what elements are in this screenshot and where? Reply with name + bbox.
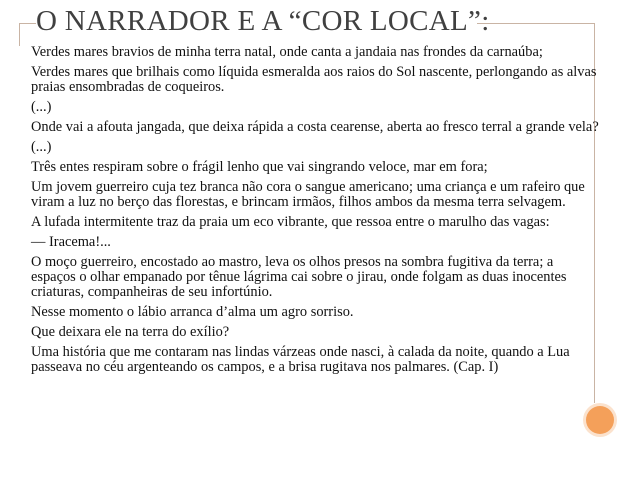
frame-left-top-line bbox=[19, 23, 20, 46]
paragraph-10: O moço guerreiro, encostado ao mastro, leva os olhos presos na sombra fugitiva da terra; a espaços o olhar empanado por tênue lágrima cai sobre o jirau, onde folgam as duas inocentes criaturas, companheiras de seu infortúnio. bbox=[31, 254, 567, 300]
paragraph-2: Verdes mares que brilhais como líquida esmeralda aos raios do Sol nascente, perlongando as alvas praias ensombradas de coqueiros. bbox=[31, 64, 597, 95]
paragraph-8: A lufada intermitente traz da praia um eco vibrante, que ressoa entre o marulho das vagas: bbox=[31, 214, 550, 230]
frame-top-line bbox=[19, 23, 36, 24]
paragraph-9: — Iracema!... bbox=[31, 234, 111, 250]
paragraph-11: Nesse momento o lábio arranca d’alma um agro sorriso. bbox=[31, 304, 354, 320]
paragraph-13: Uma história que me contaram nas lindas várzeas onde nasci, à calada da noite, quando a Lua passeava no céu argenteando os campos, e a brisa rugitava nos palmares. (Cap. I) bbox=[31, 344, 570, 375]
paragraph-6: Três entes respiram sobre o frágil lenho que vai singrando veloce, mar em fora; bbox=[31, 159, 488, 175]
slide-title: O NARRADOR E A “COR LOCAL”: bbox=[36, 5, 490, 37]
paragraph-12: Que deixara ele na terra do exílio? bbox=[31, 324, 230, 340]
slide-body bbox=[31, 45, 599, 380]
paragraph-5: (...) bbox=[31, 139, 52, 155]
decorative-orange-circle bbox=[586, 406, 614, 434]
paragraph-1: Verdes mares bravios de minha terra natal, onde canta a jandaia nas frondes da carnaúba; bbox=[31, 44, 543, 60]
paragraph-3: (...) bbox=[31, 99, 52, 115]
paragraph-7: Um jovem guerreiro cuja tez branca não cora o sangue americano; uma criança e um rafeiro que viram a luz no berço das florestas, e brincam irmãos, filhos ambos da mesma terra selvagem. bbox=[31, 179, 585, 210]
paragraph-4: Onde vai a afouta jangada, que deixa rápida a costa cearense, aberta ao fresco terral a grande vela? bbox=[31, 119, 599, 135]
frame-top-right-line bbox=[477, 23, 595, 24]
